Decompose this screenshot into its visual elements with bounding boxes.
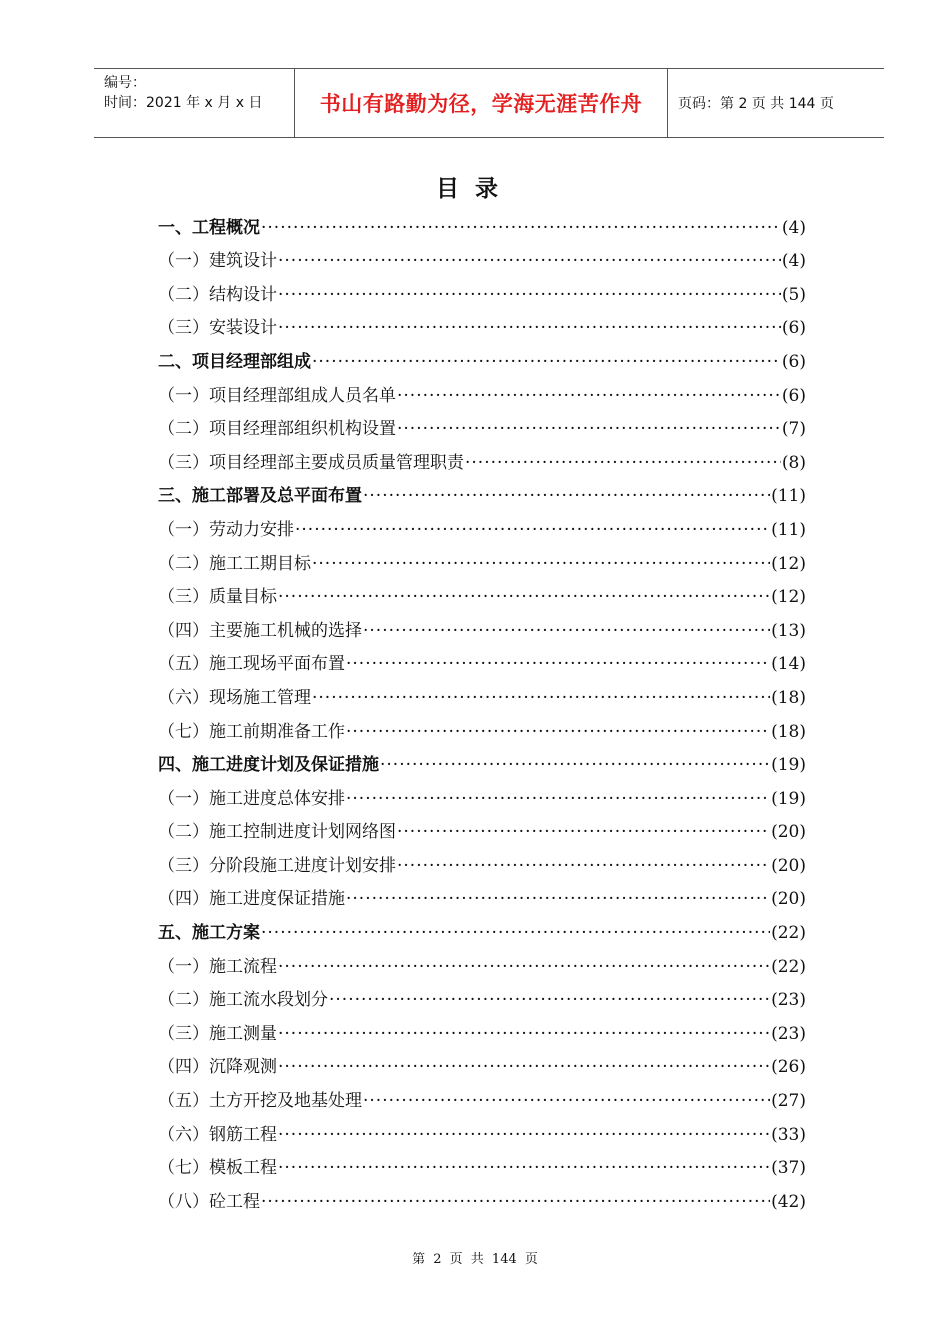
toc-subsection-entry[interactable]: [158, 372, 806, 406]
toc-entry-page: (37): [771, 1158, 806, 1179]
toc-section-entry[interactable]: [158, 742, 806, 776]
page-header: [94, 68, 884, 138]
toc-subsection-entry[interactable]: [158, 271, 806, 305]
toc-entry-label: 二、项目经理部组成: [158, 351, 311, 372]
toc-leader-dots: [346, 722, 770, 742]
toc-entry-page: (4): [781, 251, 806, 272]
toc-entry-page: (26): [771, 1057, 806, 1078]
toc-entry-label: （二）结构设计: [158, 284, 277, 305]
toc-section-entry[interactable]: [158, 909, 806, 943]
toc-subsection-entry[interactable]: [158, 977, 806, 1011]
toc-entry-label: 一、工程概况: [158, 217, 260, 238]
toc-entry-page: (4): [781, 217, 806, 238]
toc-entry-page: (23): [771, 990, 806, 1011]
toc-subsection-entry[interactable]: [158, 1077, 806, 1111]
toc-leader-dots: [278, 251, 781, 271]
toc-entry-label: （一）项目经理部组成人员名单: [158, 385, 396, 406]
document-number-label: 编号：: [104, 75, 146, 91]
toc-leader-dots: [278, 1125, 770, 1145]
toc-entry-page: (6): [781, 318, 806, 339]
toc-leader-dots: [397, 856, 770, 876]
toc-entry-label: （三）分阶段施工进度计划安排: [158, 855, 396, 876]
toc-subsection-entry[interactable]: [158, 506, 806, 540]
toc-entry-page: (5): [781, 284, 806, 305]
toc-entry-label: （四）施工进度保证措施: [158, 889, 345, 910]
toc-subsection-entry[interactable]: [158, 1111, 806, 1145]
toc-entry-page: (33): [771, 1124, 806, 1145]
toc-entry-label: （七）施工前期准备工作: [158, 721, 345, 742]
toc-entry-page: (18): [771, 687, 806, 708]
toc-leader-dots: [329, 990, 770, 1010]
toc-section-entry[interactable]: [158, 473, 806, 507]
toc-leader-dots: [278, 1158, 770, 1178]
toc-entry-page: (22): [771, 956, 806, 977]
toc-entry-page: (42): [771, 1191, 806, 1212]
toc-entry-label: 三、施工部署及总平面布置: [158, 486, 362, 507]
toc-entry-page: (22): [771, 923, 806, 944]
toc-entry-label: （一）施工流程: [158, 956, 277, 977]
header-meta: [94, 69, 295, 137]
toc-entry-label: （二）施工流水段划分: [158, 990, 328, 1011]
toc-leader-dots: [363, 621, 770, 641]
toc-entry-label: （一）建筑设计: [158, 251, 277, 272]
toc-entry-label: （三）安装设计: [158, 318, 277, 339]
toc-section-entry[interactable]: [158, 338, 806, 372]
toc-subsection-entry[interactable]: [158, 674, 806, 708]
toc-leader-dots: [312, 688, 770, 708]
toc-entry-label: （八）砼工程: [158, 1191, 260, 1212]
toc-entry-page: (20): [771, 822, 806, 843]
toc-leader-dots: [261, 1192, 770, 1212]
toc-entry-page: (11): [771, 519, 806, 540]
toc-section-entry[interactable]: [158, 204, 806, 238]
toc-leader-dots: [295, 520, 770, 540]
toc-subsection-entry[interactable]: [158, 809, 806, 843]
toc-leader-dots: [278, 1057, 770, 1077]
toc-entry-page: (19): [771, 788, 806, 809]
toc-subsection-entry[interactable]: [158, 943, 806, 977]
toc-entry-page: (13): [771, 620, 806, 641]
toc-leader-dots: [278, 1024, 770, 1044]
toc-leader-dots: [261, 218, 781, 238]
toc-entry-label: （一）劳动力安排: [158, 519, 294, 540]
toc-subsection-entry[interactable]: [158, 641, 806, 675]
toc-entry-page: (7): [781, 419, 806, 440]
toc-leader-dots: [346, 889, 770, 909]
toc-leader-dots: [312, 352, 781, 372]
toc-subsection-entry[interactable]: [158, 574, 806, 608]
page-footer: 第 2 页 共 144 页: [412, 1252, 538, 1267]
toc-entry-label: （三）质量目标: [158, 587, 277, 608]
toc-entry-label: （五）施工现场平面布置: [158, 654, 345, 675]
toc-entry-label: （二）施工工期目标: [158, 553, 311, 574]
toc-entry-page: (8): [781, 452, 806, 473]
header-page-info: 页码：第 2 页 共 144 页: [678, 96, 834, 112]
toc-entry-label: （三）施工测量: [158, 1023, 277, 1044]
toc-entry-label: （二）项目经理部组织机构设置: [158, 419, 396, 440]
toc-entry-label: （二）施工控制进度计划网络图: [158, 822, 396, 843]
toc-subsection-entry[interactable]: [158, 439, 806, 473]
toc-leader-dots: [278, 957, 770, 977]
toc-leader-dots: [363, 1091, 770, 1111]
table-of-contents: [158, 204, 806, 1212]
toc-leader-dots: [380, 755, 770, 775]
toc-entry-page: (6): [781, 351, 806, 372]
toc-leader-dots: [397, 386, 781, 406]
header-motto: 书山有路勤为径，学海无涯苦作舟: [295, 69, 668, 137]
toc-subsection-entry[interactable]: [158, 1010, 806, 1044]
toc-leader-dots: [278, 587, 770, 607]
toc-subsection-entry[interactable]: [158, 540, 806, 574]
toc-entry-label: （六）钢筋工程: [158, 1124, 277, 1145]
toc-entry-label: （一）施工进度总体安排: [158, 788, 345, 809]
toc-entry-label: 四、施工进度计划及保证措施: [158, 755, 379, 776]
toc-entry-page: (19): [771, 755, 806, 776]
toc-subsection-entry[interactable]: [158, 406, 806, 440]
toc-entry-page: (12): [771, 553, 806, 574]
toc-subsection-entry[interactable]: [158, 708, 806, 742]
toc-leader-dots: [346, 789, 770, 809]
toc-entry-label: （三）项目经理部主要成员质量管理职责: [158, 452, 464, 473]
toc-leader-dots: [397, 822, 770, 842]
toc-entry-page: (18): [771, 721, 806, 742]
toc-entry-label: （四）主要施工机械的选择: [158, 620, 362, 641]
toc-entry-label: （七）模板工程: [158, 1158, 277, 1179]
toc-subsection-entry[interactable]: [158, 876, 806, 910]
toc-subsection-entry[interactable]: [158, 842, 806, 876]
toc-leader-dots: [346, 654, 770, 674]
toc-entry-page: (27): [771, 1091, 806, 1112]
toc-entry-page: (12): [771, 587, 806, 608]
toc-subsection-entry[interactable]: [158, 1178, 806, 1212]
toc-entry-page: (23): [771, 1023, 806, 1044]
document-time: 时间：2021 年 x 月 x 日: [104, 95, 263, 111]
toc-entry-page: (20): [771, 889, 806, 910]
toc-leader-dots: [312, 554, 770, 574]
toc-entry-page: (11): [771, 486, 806, 507]
toc-leader-dots: [278, 318, 781, 338]
toc-subsection-entry[interactable]: [158, 607, 806, 641]
toc-entry-page: (20): [771, 855, 806, 876]
toc-leader-dots: [363, 486, 770, 506]
toc-leader-dots: [278, 285, 781, 305]
toc-entry-page: (14): [771, 654, 806, 675]
toc-subsection-entry[interactable]: [158, 305, 806, 339]
toc-leader-dots: [261, 923, 770, 943]
toc-subsection-entry[interactable]: [158, 775, 806, 809]
toc-subsection-entry[interactable]: [158, 1145, 806, 1179]
toc-subsection-entry[interactable]: [158, 1044, 806, 1078]
toc-entry-label: 五、施工方案: [158, 923, 260, 944]
toc-leader-dots: [397, 419, 781, 439]
toc-entry-label: （四）沉降观测: [158, 1057, 277, 1078]
toc-leader-dots: [465, 453, 781, 473]
toc-entry-label: （六）现场施工管理: [158, 687, 311, 708]
toc-entry-page: (6): [781, 385, 806, 406]
toc-subsection-entry[interactable]: [158, 238, 806, 272]
toc-title: 目录: [436, 176, 514, 202]
toc-entry-label: （五）土方开挖及地基处理: [158, 1091, 362, 1112]
